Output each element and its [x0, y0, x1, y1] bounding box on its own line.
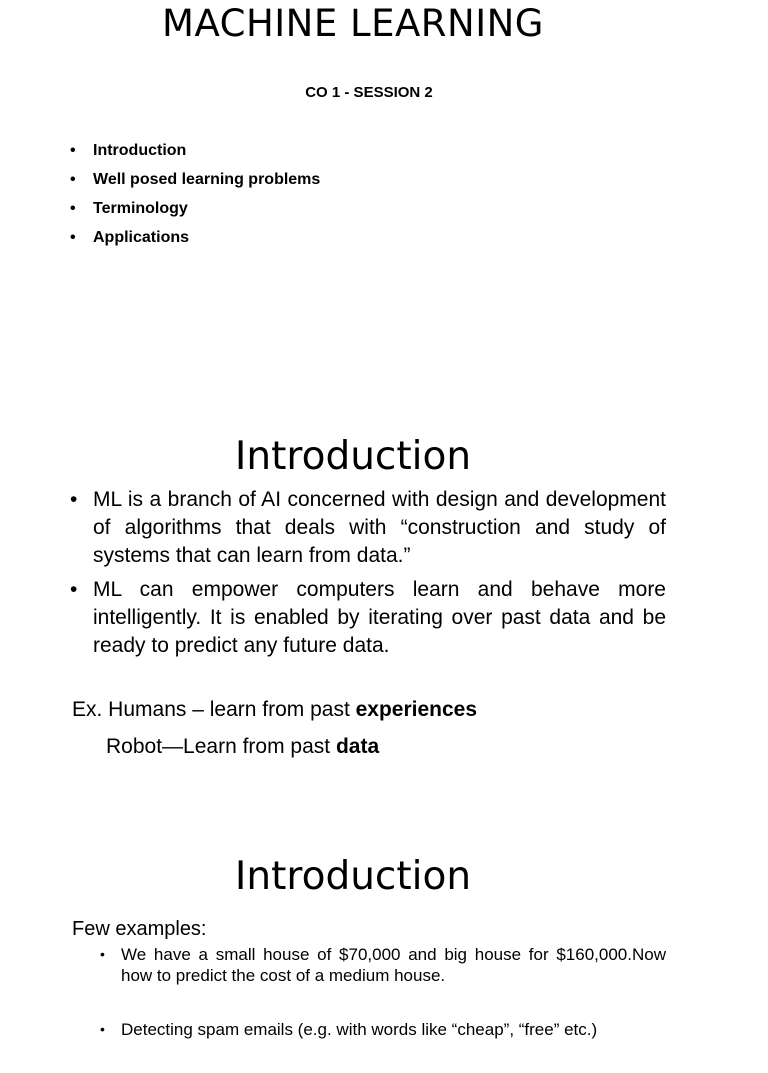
session-subtitle: CO 1 - SESSION 2	[305, 84, 433, 101]
bullet-list	[70, 486, 666, 666]
example-humans	[72, 696, 477, 724]
example-emphasis: data	[335, 735, 380, 758]
example-item: • We have a small house of $70,000 and big house for $160,000.Now how to predict the cost of a medium house.	[98, 944, 666, 986]
topic-item: • Well posed learning problems	[70, 169, 320, 198]
slide-title: Introduction	[234, 854, 472, 899]
bullet-item: • ML can empower computers learn and behave more intelligently. It is enabled by iterating over past data and be ready to predict any future data.	[70, 576, 666, 660]
slide-machine-learning	[0, 0, 768, 420]
example-text: Ex. Humans – learn from past	[72, 698, 356, 721]
slide-introduction-examples	[0, 840, 768, 1039]
example-robot	[106, 733, 379, 761]
topic-item: • Applications	[70, 227, 320, 256]
topic-item: • Terminology	[70, 198, 320, 227]
slide-introduction	[0, 420, 768, 840]
examples-intro: Few examples:	[72, 918, 207, 940]
bullet-item: • ML is a branch of AI concerned with design and development of algorithms that deals with “construction and study of systems that can learn from data.”	[70, 486, 666, 570]
slide-title: MACHINE LEARNING	[162, 2, 544, 45]
topic-item: • Introduction	[70, 140, 320, 169]
topics-list	[70, 140, 320, 256]
slide-title: Introduction	[234, 434, 472, 479]
examples-list	[98, 944, 666, 1073]
example-emphasis: experiences	[355, 698, 478, 721]
example-item: • Detecting spam emails (e.g. with words like “cheap”, “free” etc.)	[98, 1019, 666, 1040]
example-text: Robot—Learn from past	[106, 735, 336, 758]
